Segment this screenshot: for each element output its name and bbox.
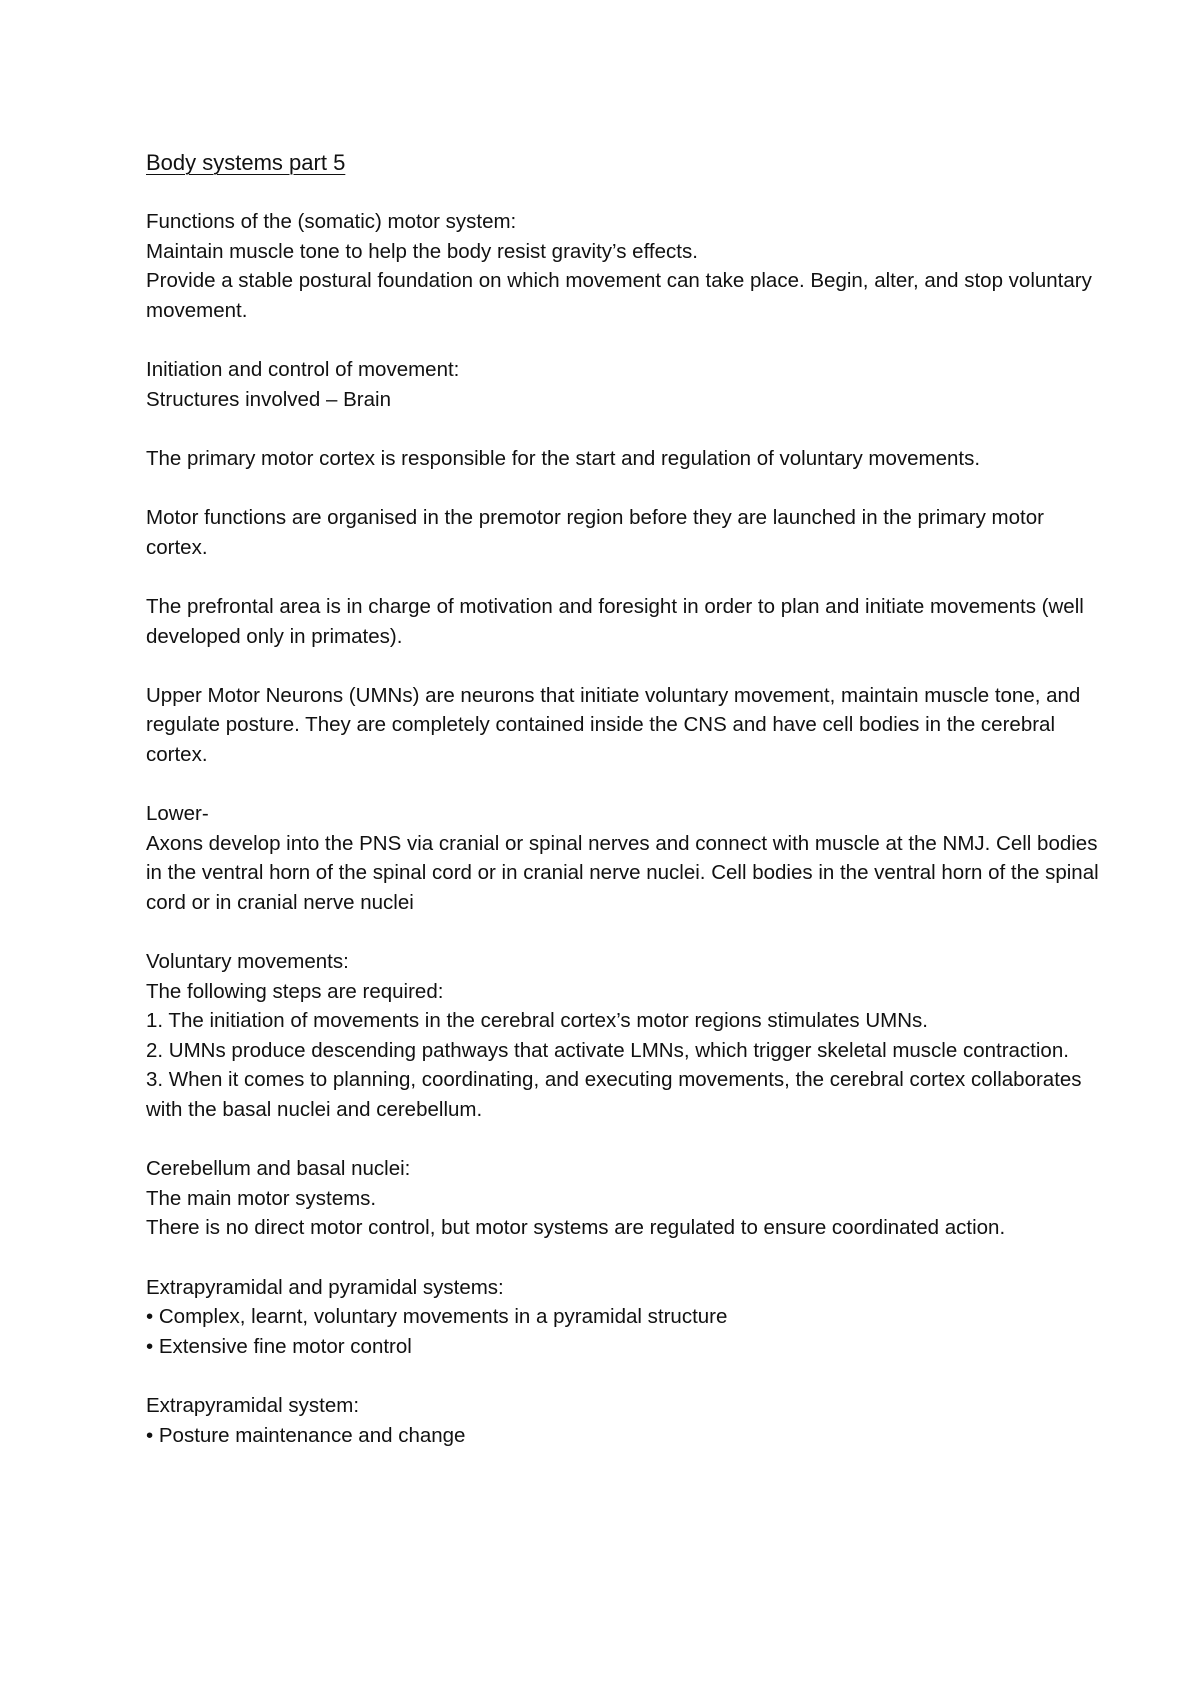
paragraph-block	[146, 503, 1106, 562]
text-line: Initiation and control of movement:	[146, 358, 460, 382]
text-line: Structures involved – Brain	[146, 387, 391, 411]
paragraph-block	[146, 444, 1106, 474]
document-page	[146, 148, 1106, 1480]
text-line: Motor functions are organised in the premotor region before they are launched in the primary motor cortex.	[146, 506, 1044, 559]
text-line: There is no direct motor control, but motor systems are regulated to ensure coordinated action.	[146, 1216, 1006, 1240]
text-line: Axons develop into the PNS via cranial or spinal nerves and connect with muscle at the NMJ. Cell bodies in the ventral horn of the spinal cord or in cranial nerve nuclei. Cell bodies in the ventral horn of the spinal cord or in cranial nerve nuclei	[146, 831, 1099, 914]
text-line: The main motor systems.	[146, 1186, 377, 1210]
paragraph-block	[146, 1154, 1106, 1243]
paragraph-block	[146, 592, 1106, 651]
paragraph-block	[146, 947, 1106, 1125]
text-line: 3. When it comes to planning, coordinating, and executing movements, the cerebral cortex collaborates with the basal nuclei and cerebellum.	[146, 1068, 1082, 1121]
text-line: Extrapyramidal and pyramidal systems:	[146, 1275, 504, 1299]
text-line: Functions of the (somatic) motor system:	[146, 210, 517, 234]
text-line: Upper Motor Neurons (UMNs) are neurons that initiate voluntary movement, maintain muscle tone, and regulate posture. They are completely contained inside the CNS and have cell bodies in the cerebral cortex.	[146, 683, 1081, 766]
text-line: The prefrontal area is in charge of motivation and foresight in order to plan and initiate movements (well developed only in primates).	[146, 594, 1084, 648]
text-line: Voluntary movements:	[146, 950, 349, 974]
document-body	[146, 207, 1106, 1450]
text-line: 1. The initiation of movements in the cerebral cortex’s motor regions stimulates UMNs.	[146, 1009, 928, 1033]
text-line: • Posture maintenance and change	[146, 1423, 466, 1447]
paragraph-block	[146, 799, 1106, 917]
text-line: The primary motor cortex is responsible for the start and regulation of voluntary movements.	[146, 446, 981, 470]
text-line: Extrapyramidal system:	[146, 1393, 360, 1417]
paragraph-block	[146, 355, 1106, 414]
paragraph-block	[146, 1273, 1106, 1362]
text-line: Provide a stable postural foundation on which movement can take place. Begin, alter, and stop voluntary movement.	[146, 269, 1092, 322]
paragraph-block	[146, 681, 1106, 770]
text-line: Cerebellum and basal nuclei:	[146, 1157, 411, 1181]
text-line: 2. UMNs produce descending pathways that activate LMNs, which trigger skeletal muscle contraction.	[146, 1038, 1069, 1062]
paragraph-block	[146, 207, 1106, 325]
text-line: • Extensive fine motor control	[146, 1334, 412, 1358]
paragraph-block	[146, 1391, 1106, 1450]
text-line: Maintain muscle tone to help the body resist gravity’s effects.	[146, 239, 698, 263]
text-line: The following steps are required:	[146, 979, 444, 1003]
text-line: • Complex, learnt, voluntary movements in a pyramidal structure	[146, 1305, 728, 1329]
document-title: Body systems part 5	[146, 150, 346, 175]
text-line: Lower-	[146, 802, 209, 826]
